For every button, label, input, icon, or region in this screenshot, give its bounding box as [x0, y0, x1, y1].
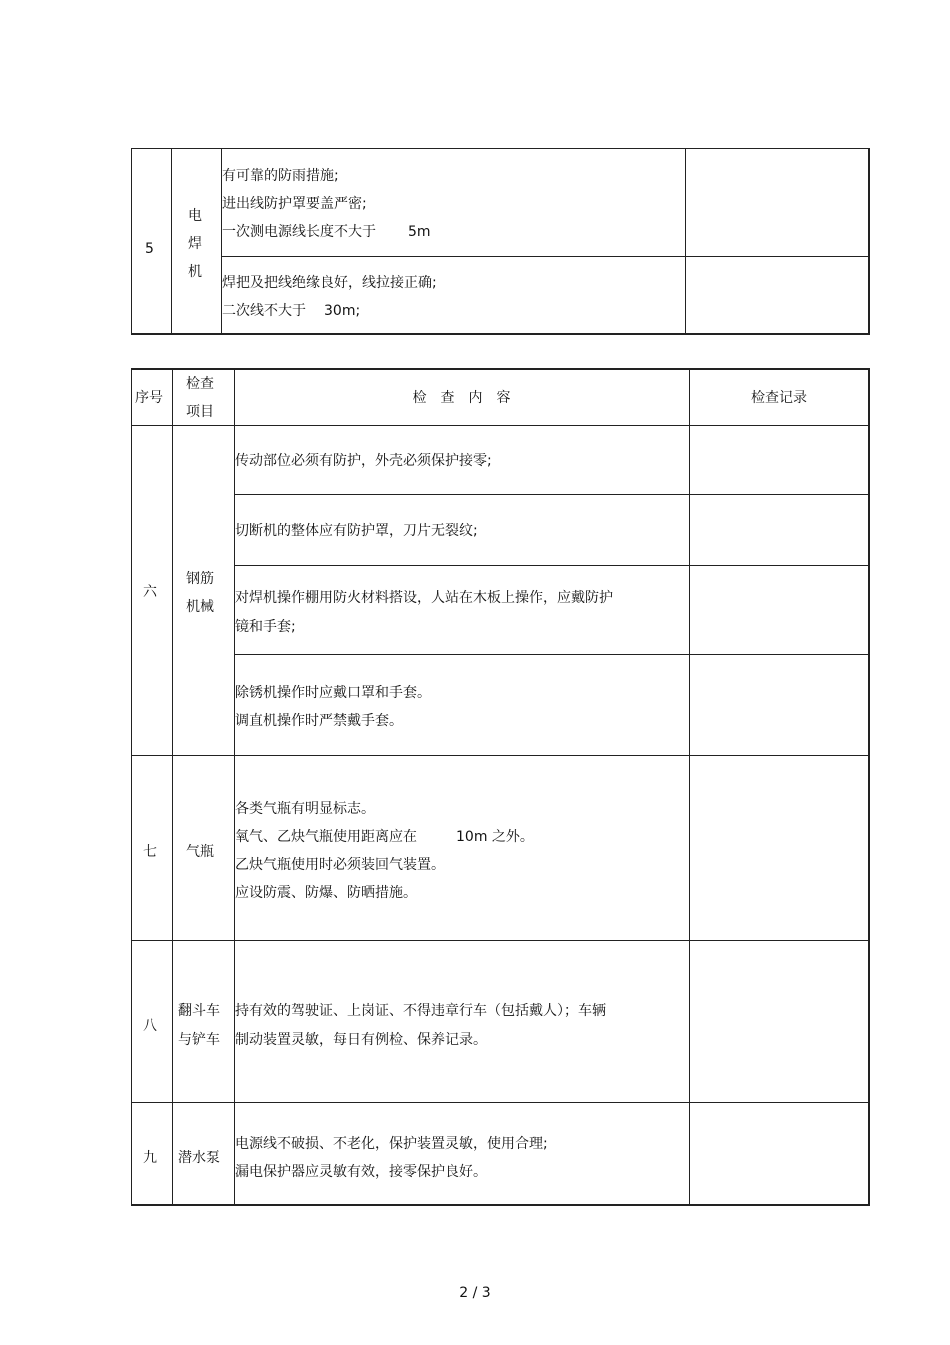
- item-name: 与铲车: [178, 1032, 220, 1048]
- header-inspection-content: 检 查 内 容: [412, 390, 511, 406]
- page-number: 2 / 3: [459, 1285, 491, 1301]
- content-line: 焊把及把线绝缘良好，线拉接正确;: [222, 275, 437, 291]
- table-border: [868, 148, 870, 334]
- table-border: [234, 654, 870, 655]
- header-inspection-item: 项目: [186, 404, 214, 420]
- content-line: 一次测电源线长度不大于: [222, 224, 376, 240]
- content-value: 30m;: [324, 303, 361, 319]
- table-border: [221, 256, 870, 257]
- content-line: 进出线防护罩要盖严密;: [222, 196, 367, 212]
- row-number: 八: [143, 1018, 157, 1034]
- content-line: 应设防震、防爆、防晒措施。: [235, 885, 417, 901]
- table-border: [685, 148, 686, 334]
- content-value: 10m 之外。: [456, 829, 534, 845]
- table-border: [689, 368, 690, 1206]
- content-line: 调直机操作时严禁戴手套。: [235, 713, 403, 729]
- table-border: [131, 368, 870, 370]
- item-name: 钢筋: [186, 571, 214, 587]
- item-name: 翻斗车: [178, 1003, 220, 1019]
- content-line: 有可靠的防雨措施;: [222, 168, 339, 184]
- table-border: [234, 494, 870, 495]
- table-border: [131, 1102, 870, 1103]
- table-border: [131, 333, 870, 335]
- content-value: 5m: [408, 224, 431, 240]
- table-border: [131, 940, 870, 941]
- header-inspection-item: 检查: [186, 376, 214, 392]
- content-line: 漏电保护器应灵敏有效，接零保护良好。: [235, 1164, 487, 1180]
- table-border: [234, 368, 235, 1206]
- table-border: [868, 368, 870, 1206]
- content-line: 各类气瓶有明显标志。: [235, 801, 375, 817]
- table-border: [171, 148, 172, 334]
- content-line: 对焊机操作棚用防火材料搭设，人站在木板上操作，应戴防护: [235, 590, 613, 606]
- item-name-char: 机: [188, 264, 202, 280]
- table-border: [131, 148, 870, 149]
- table-border: [131, 1204, 870, 1206]
- item-name: 气瓶: [186, 844, 214, 860]
- row-number: 六: [143, 584, 157, 600]
- item-name: 机械: [186, 599, 214, 615]
- row-number: 九: [143, 1150, 157, 1166]
- content-line: 除锈机操作时应戴口罩和手套。: [235, 685, 431, 701]
- content-line: 乙炔气瓶使用时必须装回气装置。: [235, 857, 445, 873]
- item-name: 潜水泵: [178, 1150, 220, 1166]
- content-line: 氧气、乙炔气瓶使用距离应在: [235, 829, 417, 845]
- item-name-char: 焊: [188, 236, 202, 252]
- table-border: [131, 148, 132, 334]
- table-border: [131, 755, 870, 756]
- table-border: [234, 565, 870, 566]
- row-number: 5: [145, 241, 154, 257]
- content-line: 持有效的驾驶证、上岗证、不得违章行车（包括戴人）；车辆: [235, 1003, 606, 1019]
- content-line: 电源线不破损、不老化，保护装置灵敏，使用合理;: [235, 1136, 548, 1152]
- content-line: 制动装置灵敏，每日有例检、保养记录。: [235, 1032, 487, 1048]
- content-line: 二次线不大于: [222, 303, 306, 319]
- header-inspection-record: 检查记录: [751, 390, 807, 406]
- content-line: 切断机的整体应有防护罩，刀片无裂纹;: [235, 523, 478, 539]
- table-border: [131, 425, 870, 426]
- item-name-char: 电: [188, 208, 202, 224]
- table-border: [131, 368, 132, 1206]
- content-line: 镜和手套;: [235, 619, 296, 635]
- content-line: 传动部位必须有防护，外壳必须保护接零;: [235, 453, 492, 469]
- header-serial-number: 序号: [135, 390, 163, 406]
- table-border: [172, 368, 173, 1206]
- row-number: 七: [143, 844, 157, 860]
